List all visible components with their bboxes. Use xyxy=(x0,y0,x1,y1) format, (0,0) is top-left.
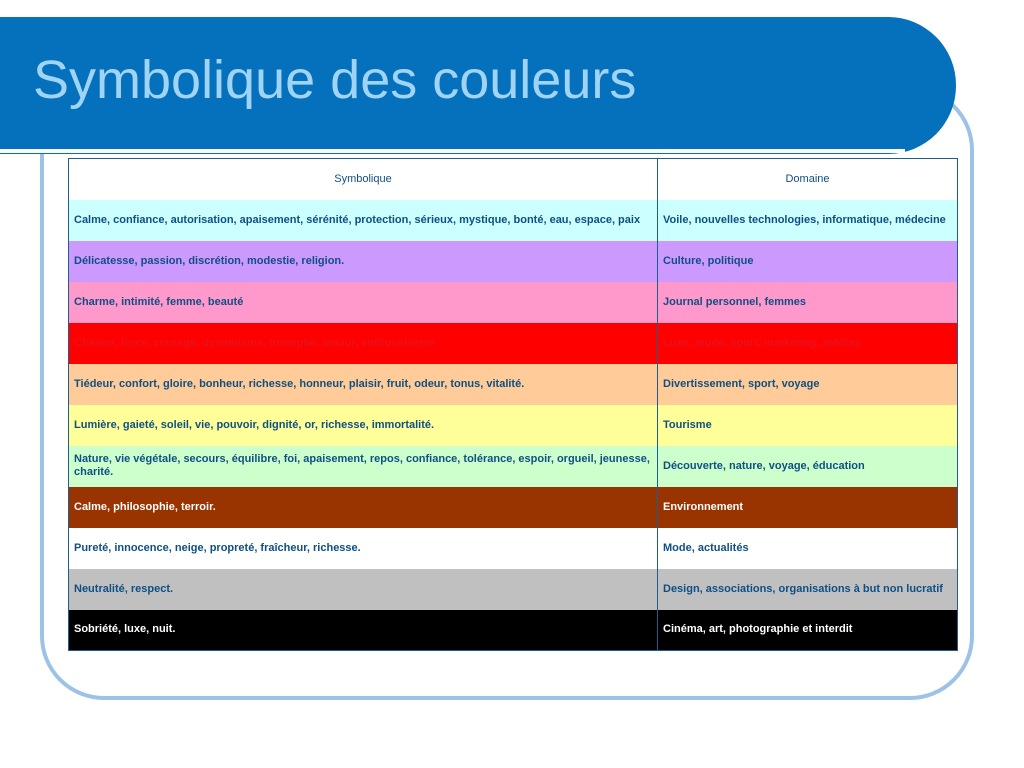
domaine-cell: Mode, actualités xyxy=(658,528,958,569)
symbolique-cell: Calme, confiance, autorisation, apaisement, sérénité, protection, sérieux, mystique, bonté, eau, espace, paix xyxy=(69,200,658,241)
table-row xyxy=(69,323,958,364)
domaine-cell: Voile, nouvelles technologies, informatique, médecine xyxy=(658,200,958,241)
table-row xyxy=(69,364,958,405)
table-row xyxy=(69,569,958,610)
table-row xyxy=(69,610,958,651)
table-row xyxy=(69,241,958,282)
domaine-cell: Journal personnel, femmes xyxy=(658,282,958,323)
domaine-cell: Tourisme xyxy=(658,405,958,446)
table-row xyxy=(69,200,958,241)
table-row xyxy=(69,282,958,323)
symbolique-cell: Lumière, gaieté, soleil, vie, pouvoir, dignité, or, richesse, immortalité. xyxy=(69,405,658,446)
symbolique-cell: Tiédeur, confort, gloire, bonheur, richesse, honneur, plaisir, fruit, odeur, tonus, vitalité. xyxy=(69,364,658,405)
domaine-cell: Environnement xyxy=(658,487,958,528)
symbolique-cell: Calme, philosophie, terroir. xyxy=(69,487,658,528)
slide-title: Symbolique des couleurs xyxy=(33,50,637,110)
domaine-cell: Cinéma, art, photographie et interdit xyxy=(658,610,958,651)
symbolique-cell: Délicatesse, passion, discrétion, modestie, religion. xyxy=(69,241,658,282)
symbolique-cell: Pureté, innocence, neige, propreté, fraîcheur, richesse. xyxy=(69,528,658,569)
table-row xyxy=(69,446,958,487)
domaine-cell: Luxe, mode, sport, marketing, médias xyxy=(658,323,958,364)
table-row xyxy=(69,405,958,446)
table-header-row xyxy=(69,159,958,200)
symbolique-cell: Nature, vie végétale, secours, équilibre, foi, apaisement, repos, confiance, tolérance, espoir, orgueil, jeunesse, charité. xyxy=(69,446,658,487)
symbolique-cell: Sobriété, luxe, nuit. xyxy=(69,610,658,651)
table-row xyxy=(69,487,958,528)
domaine-cell: Design, associations, organisations à but non lucratif xyxy=(658,569,958,610)
domaine-cell: Découverte, nature, voyage, éducation xyxy=(658,446,958,487)
symbolique-cell: Chaleur, force, courage, dynamisme, triomphe, amour, enthousiasme xyxy=(69,323,658,364)
header-domaine: Domaine xyxy=(658,159,958,200)
domaine-cell: Culture, politique xyxy=(658,241,958,282)
banner-divider xyxy=(0,149,905,153)
symbolique-cell: Neutralité, respect. xyxy=(69,569,658,610)
table-row xyxy=(69,528,958,569)
domaine-cell: Divertissement, sport, voyage xyxy=(658,364,958,405)
symbolique-cell: Charme, intimité, femme, beauté xyxy=(69,282,658,323)
header-symbolique: Symbolique xyxy=(69,159,658,200)
color-symbolism-table xyxy=(68,158,958,651)
